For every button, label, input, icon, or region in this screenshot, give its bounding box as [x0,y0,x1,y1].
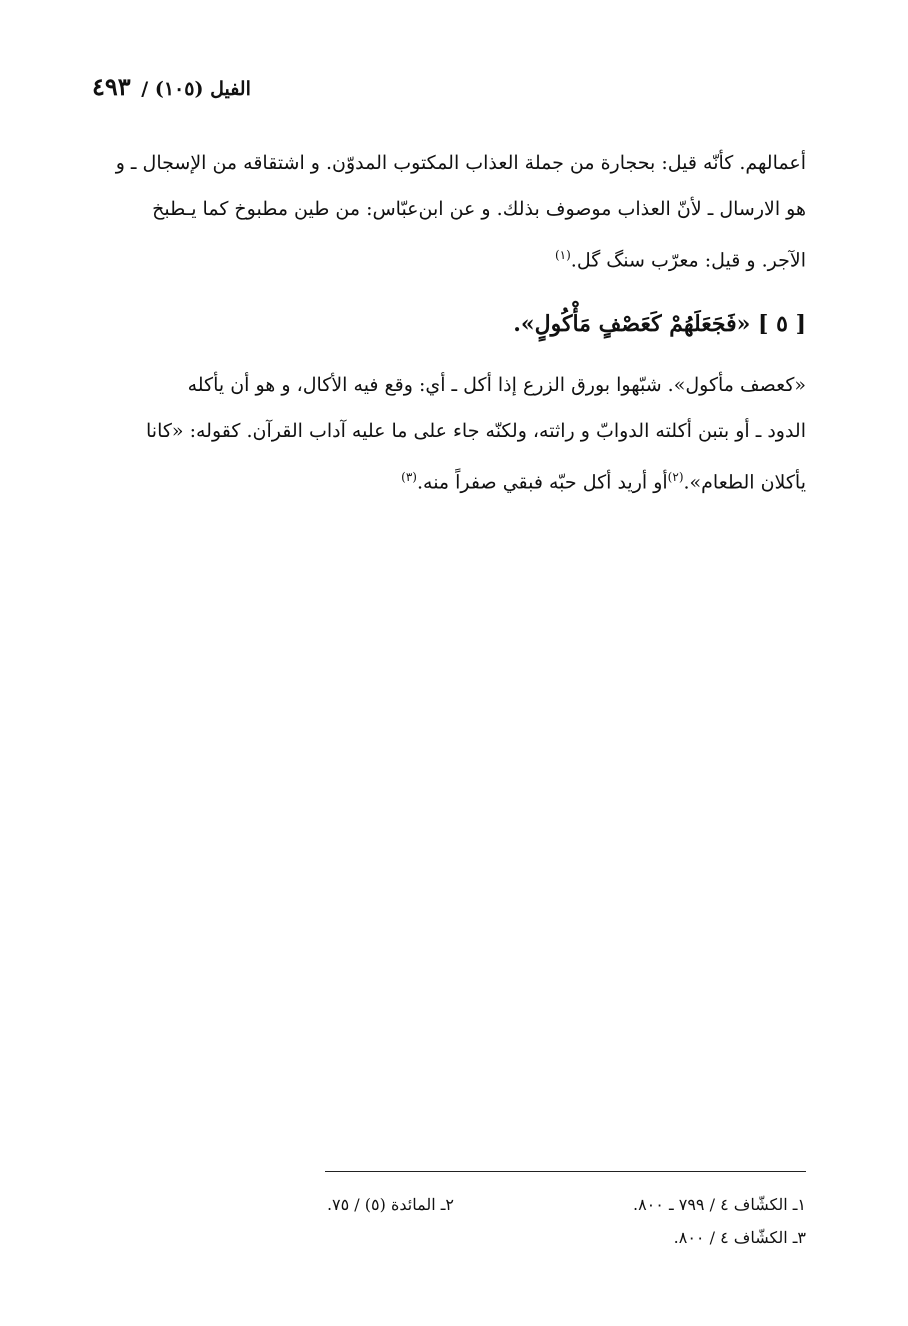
footnote-ref[interactable]: (٢) [667,470,684,484]
text-line: «كعصف مأكول». شبّهوا بورق الزرع إذا أكل ـ أي: وقع فيه الأكال، و هو أن يأكله [187,374,806,396]
text-line [88,454,806,505]
footnote-ref[interactable]: (١) [554,248,571,262]
footnote-2: ٢ـ المائدة (٥) / ٧٥. [326,1195,454,1214]
text-segment: يأكلان الطعام». [683,471,806,494]
text-line [88,232,806,283]
text-line: أعمالهم. كأنّه قيل: بحجارة من جملة العذاب المكتوب المدوّن. و اشتقاقه من الإسجال ـ و [115,152,806,174]
surah-label: الفيل (١٠٥) / [141,78,251,100]
footnote-1: ١ـ الكشّاف ٤ / ٧٩٩ ـ ٨٠٠. [632,1195,806,1214]
text-line: الدود ـ أو بتبن أكلته الدوابّ و راثته، ولكنّه جاء على ما عليه آداب القرآن. كقوله: «كانا [146,420,806,442]
text-segment: الآجر. و قيل: معرّب سنگ گل. [570,249,806,272]
text-segment: أو أريد أكل حبّه فبقي صفراً منه. [416,471,668,494]
verse-number: [ ٥ ] [758,311,806,337]
verse-text: «فَجَعَلَهُمْ كَعَصْفٍ مَأْكُولٍ». [513,311,751,337]
verse-heading [88,304,806,344]
footnote-ref[interactable]: (٣) [401,470,417,484]
footnote-divider [325,1171,806,1172]
running-header [92,72,251,101]
page-number: ٤٩٣ [92,72,131,101]
text-line: هو الارسال ـ لأنّ العذاب موصوف بذلك. و عن ابن‌عبّاس: من طين مطبوخ كما يـطبخ [152,198,806,220]
footnote-3: ٣ـ الكشّاف ٤ / ٨٠٠. [673,1228,806,1247]
commentary-paragraph-2 [88,362,806,505]
commentary-paragraph-1 [88,140,806,283]
